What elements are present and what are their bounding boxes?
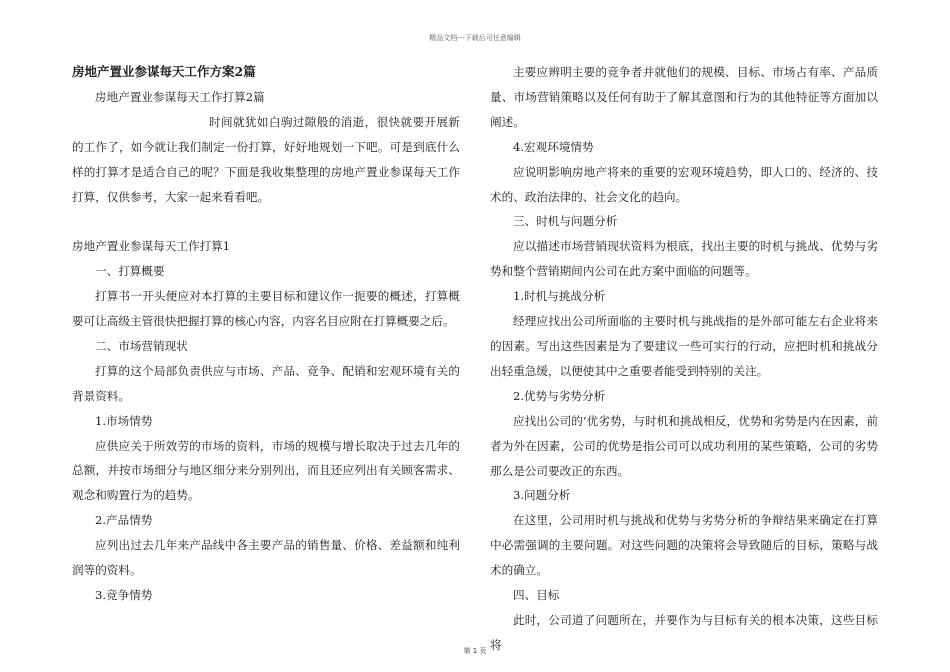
subsection-heading-3-2: 2.优势与劣势分析 — [513, 388, 606, 403]
subsection-heading-3-1: 1.时机与挑战分析 — [513, 289, 606, 304]
subsection-text-2-1: 应供应关于所效劳的市场的资料，市场的规模与增长取决于过去几年的总额，并按市场细分与地区细分来分别列出，而且还应列出有关顾客需求、观念和购置行为的趋势。 — [72, 438, 460, 503]
subsection-text-3-1: 经理应找出公司所面临的主要时机与挑战指的是外部可能左右企业将来的因素。写出这些因素是为了要建议一些可实行的行动，应把时机和挑战分出轻重急缓，以便使其中之重要者能受到特别的关注。 — [490, 314, 878, 378]
subsection-text-2-4: 应说明影响房地产将来的重要的宏观环境趋势，即人口的、经济的、技术的、政治法律的、社会文化的趋向。 — [490, 164, 878, 204]
subsection-heading-3-3: 3.问题分析 — [513, 488, 571, 503]
subsection-text-2-3: 主要应辨明主要的竞争者并就他们的规模、目标、市场占有率、产品质量、市场营销策略以及任何有助于了解其意图和行为的其他特征等方面加以阐述。 — [490, 65, 878, 129]
section-text-1: 打算书一开头便应对本打算的主要目标和建议作一扼要的概述，打算概要可让高级主管很快把握打算的核心内容，内容名目应附在打算概要之后。 — [72, 289, 460, 329]
page-header: 精品文档---下载后可任意编辑 — [429, 34, 521, 42]
document-subtitle: 房地产置业参谋每天工作打算2篇 — [95, 89, 265, 104]
section-text-3: 应以描述市场营销现状资料为根底，找出主要的时机与挑战、优势与劣势和整个营销期间内公司在此方案中面临的问题等。 — [490, 239, 878, 279]
section-heading-2: 二、市场营销现状 — [95, 338, 188, 353]
page-number: 第 1 页 — [463, 647, 487, 655]
intro-paragraph: 时间就犹如白驹过隙般的消逝，很快就要开展新的工作了，如今就让我们制定一份打算，好好地规划一下吧。可是到底什么样的打算才是适合自己的呢？下面是我收集整理的房地产置业参谋每天工作打算，仅供参考，大家一起来看看吧。 — [72, 114, 460, 204]
section-text-2: 打算的这个局部负责供应与市场、产品、竞争、配销和宏观环境有关的背景资料。 — [72, 363, 460, 403]
right-column — [490, 60, 878, 658]
subsection-heading-2-4: 4.宏观环境情势 — [513, 139, 594, 154]
plan-title: 房地产置业参谋每天工作打算1 — [72, 239, 231, 254]
subsection-text-2-2: 应列出过去几年来产品线中各主要产品的销售量、价格、差益额和纯利润等的资料。 — [72, 538, 460, 578]
section-heading-1: 一、打算概要 — [95, 264, 165, 279]
section-heading-3: 三、时机与问题分析 — [513, 214, 618, 229]
subsection-text-3-2: 应找出公司的’优劣势，与时机和挑战相反，优势和劣势是内在因素，前者为外在因素，公司的优势是指公司可以成功利用的某些策略，公司的劣势那么是公司要改正的东西。 — [490, 413, 878, 478]
blank-line — [72, 209, 460, 234]
left-column — [72, 60, 460, 608]
document-title: 房地产置业参谋每天工作方案2篇 — [72, 64, 256, 79]
section-heading-4: 四、目标 — [513, 588, 560, 603]
section-text-4: 此时，公司道了问题所在，并要作为与目标有关的根本决策，这些目标将 — [490, 612, 878, 652]
subsection-text-3-3: 在这里，公司用时机与挑战和优势与劣势分析的争辩结果来确定在打算中必需强调的主要问题。对这些问题的决策将会导致随后的目标，策略与战术的确立。 — [490, 513, 878, 578]
subsection-heading-2-1: 1.市场情势 — [95, 413, 153, 428]
subsection-heading-2-3: 3.竞争情势 — [95, 588, 153, 603]
subsection-heading-2-2: 2.产品情势 — [95, 513, 153, 528]
